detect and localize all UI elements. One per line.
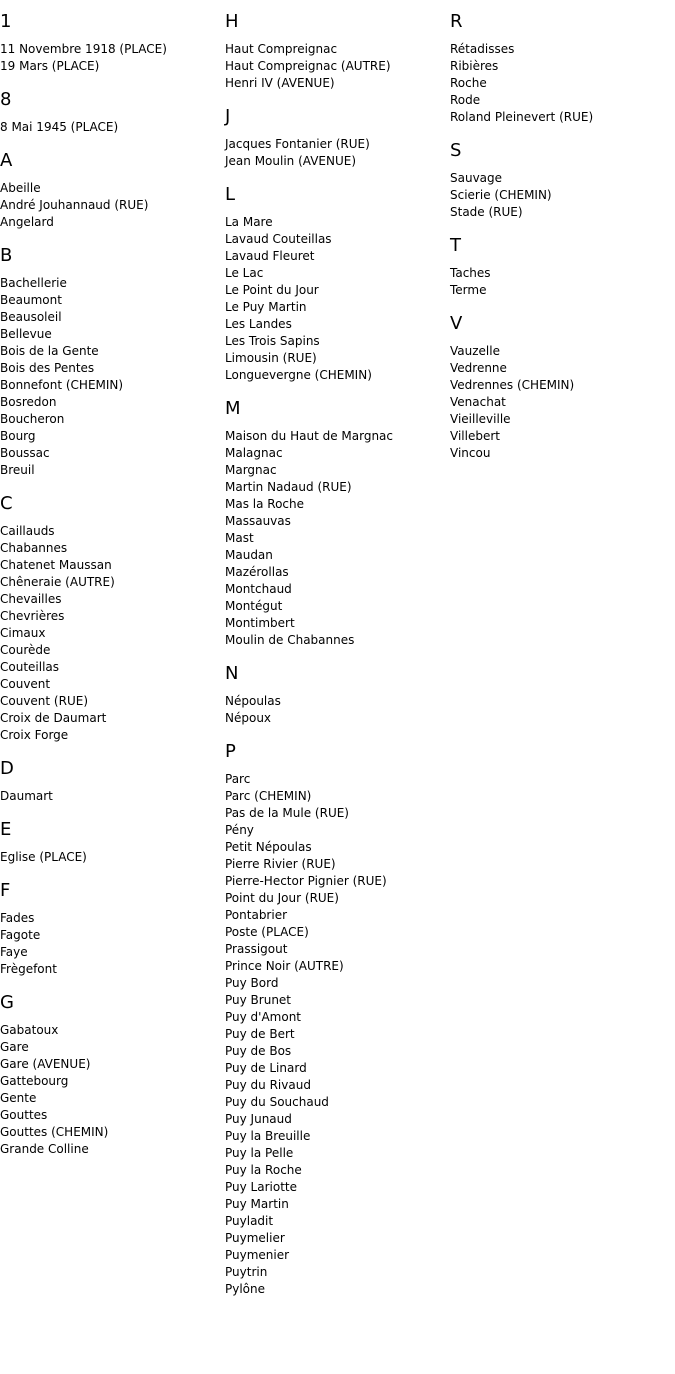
street-link[interactable]: Margnac	[225, 463, 277, 477]
street-link[interactable]: Mazérollas	[225, 565, 289, 579]
street-link[interactable]: Bonnefont (CHEMIN)	[0, 378, 124, 392]
street-link[interactable]: Pas de la Mule (RUE)	[225, 806, 349, 820]
street-list	[0, 180, 225, 231]
letter-group	[225, 106, 450, 170]
street-link[interactable]: Prince Noir (AUTRE)	[225, 959, 344, 973]
letter-group	[0, 493, 225, 744]
street-link[interactable]: Terme	[450, 283, 487, 297]
street-link[interactable]: La Mare	[225, 215, 273, 229]
group-letter-heading: T	[450, 235, 461, 256]
street-link[interactable]: Petit Népoulas	[225, 840, 312, 854]
street-list	[225, 136, 450, 170]
street-link[interactable]: Parc	[225, 772, 251, 786]
street-link[interactable]: Bourg	[0, 429, 36, 443]
letter-group	[450, 313, 675, 462]
street-link[interactable]: Haut Compreignac	[225, 42, 338, 56]
street-link[interactable]: Maison du Haut de Margnac	[225, 429, 394, 443]
street-link[interactable]: Gare	[0, 1040, 29, 1054]
street-link[interactable]: Eglise (PLACE)	[0, 850, 87, 864]
index-column	[225, 0, 450, 1298]
street-link[interactable]: Longuevergne (CHEMIN)	[225, 368, 372, 382]
street-link[interactable]: Bachellerie	[0, 276, 67, 290]
street-link[interactable]: Couvent	[0, 677, 51, 691]
street-link[interactable]: Les Trois Sapins	[225, 334, 320, 348]
street-link[interactable]: Stade (RUE)	[450, 205, 523, 219]
street-link[interactable]: Puy la Breuille	[225, 1129, 311, 1143]
street-link[interactable]: Chabannes	[0, 541, 68, 555]
street-link[interactable]: Puy Junaud	[225, 1112, 292, 1126]
street-link[interactable]: Montchaud	[225, 582, 292, 596]
street-link[interactable]: 8 Mai 1945 (PLACE)	[0, 120, 119, 134]
street-link[interactable]: 19 Mars (PLACE)	[0, 59, 100, 73]
street-link[interactable]: Puy la Pelle	[225, 1146, 294, 1160]
street-link[interactable]: Puy de Bert	[225, 1027, 295, 1041]
group-letter-heading: G	[0, 992, 14, 1013]
street-list	[450, 265, 675, 299]
street-link[interactable]: Népoux	[225, 711, 272, 725]
street-list	[0, 523, 225, 744]
street-link[interactable]: Venachat	[450, 395, 506, 409]
street-link[interactable]: Vincou	[450, 446, 491, 460]
street-link[interactable]: Lavaud Fleuret	[225, 249, 315, 263]
letter-group	[225, 398, 450, 649]
street-link[interactable]: Daumart	[0, 789, 53, 803]
street-link[interactable]: Pylône	[225, 1282, 266, 1296]
street-list	[0, 788, 225, 805]
street-link[interactable]: Moulin de Chabannes	[225, 633, 355, 647]
letter-group	[450, 11, 675, 126]
street-link[interactable]: Chatenet Maussan	[0, 558, 112, 572]
group-letter-heading: S	[450, 140, 462, 161]
street-link[interactable]: Puy Bord	[225, 976, 279, 990]
street-link[interactable]: Bellevue	[0, 327, 52, 341]
street-link[interactable]: Poste (PLACE)	[225, 925, 309, 939]
street-link[interactable]: Puy du Rivaud	[225, 1078, 311, 1092]
group-letter-heading: P	[225, 741, 236, 762]
street-link[interactable]: Frègefont	[0, 962, 57, 976]
street-link[interactable]: Massauvas	[225, 514, 291, 528]
street-list	[225, 428, 450, 649]
street-link[interactable]: Mast	[225, 531, 254, 545]
street-link[interactable]: Boucheron	[0, 412, 65, 426]
street-link[interactable]: Gouttes	[0, 1108, 48, 1122]
street-link[interactable]: Gouttes (CHEMIN)	[0, 1125, 109, 1139]
street-link[interactable]: Point du Jour (RUE)	[225, 891, 339, 905]
street-link[interactable]: Angelard	[0, 215, 54, 229]
group-letter-heading: 1	[0, 11, 12, 32]
street-link[interactable]: Haut Compreignac (AUTRE)	[225, 59, 391, 73]
street-list	[225, 41, 450, 92]
street-link[interactable]: Le Point du Jour	[225, 283, 319, 297]
street-list	[0, 41, 225, 75]
letter-group	[0, 880, 225, 978]
street-link[interactable]: Cimaux	[0, 626, 46, 640]
street-link[interactable]: Puymenier	[225, 1248, 290, 1262]
street-list	[225, 771, 450, 1298]
street-link[interactable]: Pierre Rivier (RUE)	[225, 857, 336, 871]
letter-group	[0, 819, 225, 866]
street-link[interactable]: Le Puy Martin	[225, 300, 307, 314]
street-link[interactable]: Pierre-Hector Pignier (RUE)	[225, 874, 387, 888]
group-letter-heading: J	[225, 106, 231, 127]
street-link[interactable]: Puy Martin	[225, 1197, 289, 1211]
group-letter-heading: R	[450, 11, 463, 32]
street-link[interactable]: Chevailles	[0, 592, 62, 606]
group-letter-heading: M	[225, 398, 241, 419]
street-link[interactable]: Breuil	[0, 463, 35, 477]
street-link[interactable]: Gare (AVENUE)	[0, 1057, 91, 1071]
street-link[interactable]: Puy la Roche	[225, 1163, 302, 1177]
street-link[interactable]: Puy Lariotte	[225, 1180, 297, 1194]
street-link[interactable]: Gente	[0, 1091, 37, 1105]
street-link[interactable]: Rétadisses	[450, 42, 515, 56]
group-letter-heading: A	[0, 150, 13, 171]
street-link[interactable]: Martin Nadaud (RUE)	[225, 480, 352, 494]
street-link[interactable]: Pény	[225, 823, 254, 837]
street-link[interactable]: Villebert	[450, 429, 500, 443]
street-link[interactable]: Bois des Pentes	[0, 361, 95, 375]
street-link[interactable]: Pontabrier	[225, 908, 288, 922]
street-link[interactable]: Jacques Fontanier (RUE)	[225, 137, 370, 151]
street-link[interactable]: Vieilleville	[450, 412, 511, 426]
letter-group	[225, 741, 450, 1298]
street-link[interactable]: Roche	[450, 76, 487, 90]
street-link[interactable]: Gattebourg	[0, 1074, 69, 1088]
street-link[interactable]: Beaumont	[0, 293, 62, 307]
group-letter-heading: D	[0, 758, 14, 779]
letter-group	[225, 663, 450, 727]
street-link[interactable]: Puyladit	[225, 1214, 274, 1228]
street-link[interactable]: Taches	[450, 266, 491, 280]
street-link[interactable]: Népoulas	[225, 694, 281, 708]
group-letter-heading: V	[450, 313, 463, 334]
street-link[interactable]: Faye	[0, 945, 28, 959]
street-link[interactable]: Couteillas	[0, 660, 60, 674]
street-link[interactable]: Vedrenne	[450, 361, 507, 375]
street-link[interactable]: Puy de Bos	[225, 1044, 292, 1058]
street-list	[0, 910, 225, 978]
letter-group	[0, 150, 225, 231]
street-link[interactable]: Prassigout	[225, 942, 288, 956]
letter-group	[0, 992, 225, 1158]
letter-group	[0, 245, 225, 479]
street-link[interactable]: Ribières	[450, 59, 499, 73]
street-link[interactable]: Jean Moulin (AVENUE)	[225, 154, 357, 168]
street-link[interactable]: Couvent (RUE)	[0, 694, 89, 708]
group-letter-heading: B	[0, 245, 13, 266]
street-link[interactable]: Croix de Daumart	[0, 711, 107, 725]
letter-group	[450, 235, 675, 299]
street-list	[0, 275, 225, 479]
street-list	[225, 214, 450, 384]
street-link[interactable]: Le Lac	[225, 266, 264, 280]
street-link[interactable]: Les Landes	[225, 317, 292, 331]
letter-group	[225, 11, 450, 92]
letter-group	[225, 184, 450, 384]
index-column	[0, 0, 225, 1158]
street-link[interactable]: Croix Forge	[0, 728, 69, 742]
street-link[interactable]: Fades	[0, 911, 35, 925]
street-list	[450, 170, 675, 221]
group-letter-heading: C	[0, 493, 13, 514]
street-list	[450, 343, 675, 462]
street-link[interactable]: Mas la Roche	[225, 497, 305, 511]
street-link[interactable]: Fagote	[0, 928, 41, 942]
street-link[interactable]: Roland Pleinevert (RUE)	[450, 110, 594, 124]
street-link[interactable]: Vauzelle	[450, 344, 500, 358]
letter-group	[450, 140, 675, 221]
street-link[interactable]: 11 Novembre 1918 (PLACE)	[0, 42, 167, 56]
street-list	[0, 849, 225, 866]
street-link[interactable]: Puymelier	[225, 1231, 285, 1245]
group-letter-heading: F	[0, 880, 11, 901]
letter-group	[0, 89, 225, 136]
street-link[interactable]: Montimbert	[225, 616, 295, 630]
group-letter-heading: N	[225, 663, 239, 684]
letter-group	[0, 11, 225, 75]
street-link[interactable]: Lavaud Couteillas	[225, 232, 332, 246]
street-link[interactable]: Caillauds	[0, 524, 55, 538]
street-link[interactable]: Beausoleil	[0, 310, 62, 324]
street-link[interactable]: Courède	[0, 643, 51, 657]
street-link[interactable]: Puy de Linard	[225, 1061, 307, 1075]
street-link[interactable]: Maudan	[225, 548, 273, 562]
street-link[interactable]: Gabatoux	[0, 1023, 59, 1037]
street-link[interactable]: Puytrin	[225, 1265, 268, 1279]
street-link[interactable]: Montégut	[225, 599, 283, 613]
street-link[interactable]: Limousin (RUE)	[225, 351, 317, 365]
street-link[interactable]: Chevrières	[0, 609, 65, 623]
street-list	[225, 693, 450, 727]
street-link[interactable]: Sauvage	[450, 171, 503, 185]
group-letter-heading: H	[225, 11, 239, 32]
street-link[interactable]: Puy d'Amont	[225, 1010, 302, 1024]
street-link[interactable]: Henri IV (AVENUE)	[225, 76, 335, 90]
letter-group	[0, 758, 225, 805]
street-list	[0, 1022, 225, 1158]
street-link[interactable]: Vedrennes (CHEMIN)	[450, 378, 575, 392]
street-link[interactable]: Parc (CHEMIN)	[225, 789, 312, 803]
street-link[interactable]: Grande Colline	[0, 1142, 89, 1156]
group-letter-heading: 8	[0, 89, 12, 110]
street-link[interactable]: André Jouhannaud (RUE)	[0, 198, 149, 212]
street-list	[450, 41, 675, 126]
group-letter-heading: L	[225, 184, 236, 205]
street-link[interactable]: Chêneraie (AUTRE)	[0, 575, 115, 589]
street-link[interactable]: Abeille	[0, 181, 41, 195]
group-letter-heading: E	[0, 819, 12, 840]
street-link[interactable]: Puy du Souchaud	[225, 1095, 329, 1109]
street-link[interactable]: Puy Brunet	[225, 993, 292, 1007]
street-list	[0, 119, 225, 136]
street-link[interactable]: Boussac	[0, 446, 50, 460]
street-link[interactable]: Scierie (CHEMIN)	[450, 188, 552, 202]
street-link[interactable]: Bois de la Gente	[0, 344, 99, 358]
street-link[interactable]: Malagnac	[225, 446, 283, 460]
street-link[interactable]: Bosredon	[0, 395, 57, 409]
index-column	[450, 0, 675, 462]
street-link[interactable]: Rode	[450, 93, 481, 107]
